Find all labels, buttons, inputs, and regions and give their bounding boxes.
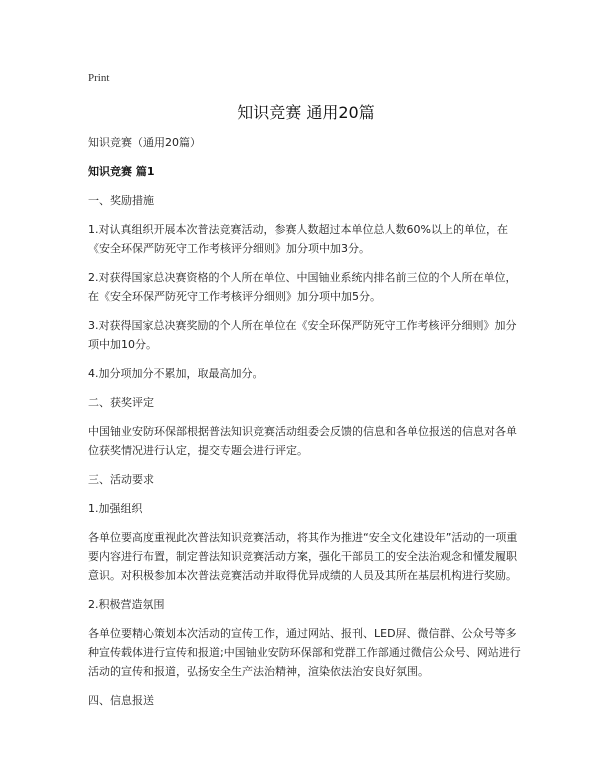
paragraph: 中国铀业安防环保部根据普法知识竞赛活动组委会反馈的信息和各单位报送的信息对各单位获奖情况进行认定，提交专题会进行评定。 xyxy=(88,425,517,457)
section-heading-reporting: 四、信息报送 xyxy=(88,694,154,707)
section-heading-evaluation: 二、获奖评定 xyxy=(88,396,154,409)
document-title: 知识竞赛 通用20篇 xyxy=(237,103,375,122)
paragraph: 2.对获得国家总决赛资格的个人所在单位、中国铀业系统内排名前三位的个人所在单位，在《安全环保严防死守工作考核评分细则》加分项中加5分。 xyxy=(88,271,517,303)
section-heading-rewards: 一、奖励措施 xyxy=(88,194,154,207)
paragraph: 3.对获得国家总决赛奖励的个人所在单位在《安全环保严防死守工作考核评分细则》加分项中加10分。 xyxy=(88,319,517,351)
paragraph: 各单位要精心策划本次活动的宣传工作，通过网站、报刊、LED屏、微信群、公众号等多种宣传载体进行宣传和报道;中国铀业安防环保部和党群工作部通过微信公众号、网站进行活动的宣传和报道，弘扬安全生产法治精神，渲染依法治安良好氛围。 xyxy=(88,627,521,678)
paragraph: 1.对认真组织开展本次普法竞赛活动，参赛人数超过本单位总人数60%以上的单位，在《安全环保严防死守工作考核评分细则》加分项中加3分。 xyxy=(88,223,508,255)
section-heading-requirements: 三、活动要求 xyxy=(88,473,154,486)
document-subtitle: 知识竞赛（通用20篇） xyxy=(88,136,201,149)
sub-heading-atmosphere: 2.积极营造氛围 xyxy=(88,598,165,611)
paragraph: 4.加分项加分不累加，取最高加分。 xyxy=(88,367,264,380)
print-label[interactable]: Print xyxy=(88,72,110,84)
section-title: 知识竞赛 篇1 xyxy=(88,165,155,178)
paragraph: 各单位要高度重视此次普法知识竞赛活动，将其作为推进“安全文化建设年”活动的一项重要内容进行布置，制定普法知识竞赛活动方案，强化干部员工的安全法治观念和懂发履职意识。对积极参加本次普法竞赛活动并取得优异成绩的人员及其所在基层机构进行奖励。 xyxy=(88,531,518,582)
document-body xyxy=(88,133,524,720)
sub-heading-organization: 1.加强组织 xyxy=(88,502,143,515)
